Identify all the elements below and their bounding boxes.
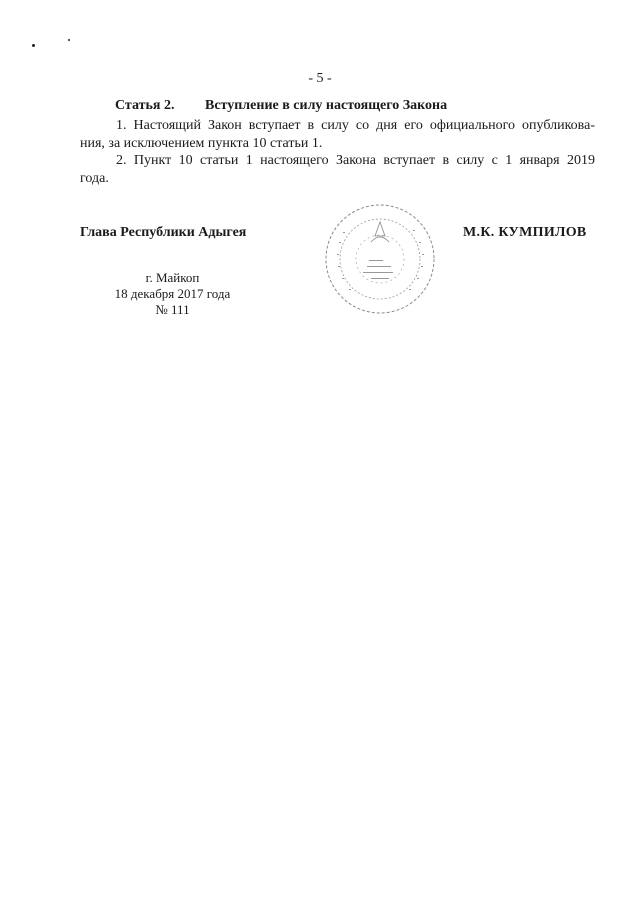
paragraph-2-line-2: года.	[80, 171, 109, 186]
paragraph-1	[80, 117, 595, 153]
date: 18 декабря 2017 года	[114, 286, 231, 301]
article-title: Вступление в силу настоящего Закона	[205, 98, 448, 113]
paragraph-2	[80, 152, 595, 188]
article-number: Статья 2.	[115, 98, 175, 113]
scan-dot	[32, 44, 35, 47]
signatory-position: Глава Республики Адыгея	[80, 225, 247, 240]
paragraph-2-line-1: 2. Пункт 10 статьи 1 настоящего Закона вступает в силу с 1 января 2019	[116, 153, 595, 168]
city: г. Майкоп	[145, 270, 200, 285]
paragraph-1-line-1: 1. Настоящий Закон вступает в силу со дня его официального опубликова-	[116, 118, 595, 133]
law-number: № 111	[155, 302, 190, 317]
paragraph-1-line-2: ния, за исключением пункта 10 статьи 1.	[80, 136, 323, 151]
official-seal-icon	[323, 202, 438, 317]
page-number: - 5 -	[308, 71, 332, 86]
article-heading	[115, 98, 447, 114]
scan-dot	[68, 39, 70, 41]
signatory-name: М.К. КУМПИЛОВ	[463, 225, 587, 240]
place-and-date	[100, 270, 245, 318]
